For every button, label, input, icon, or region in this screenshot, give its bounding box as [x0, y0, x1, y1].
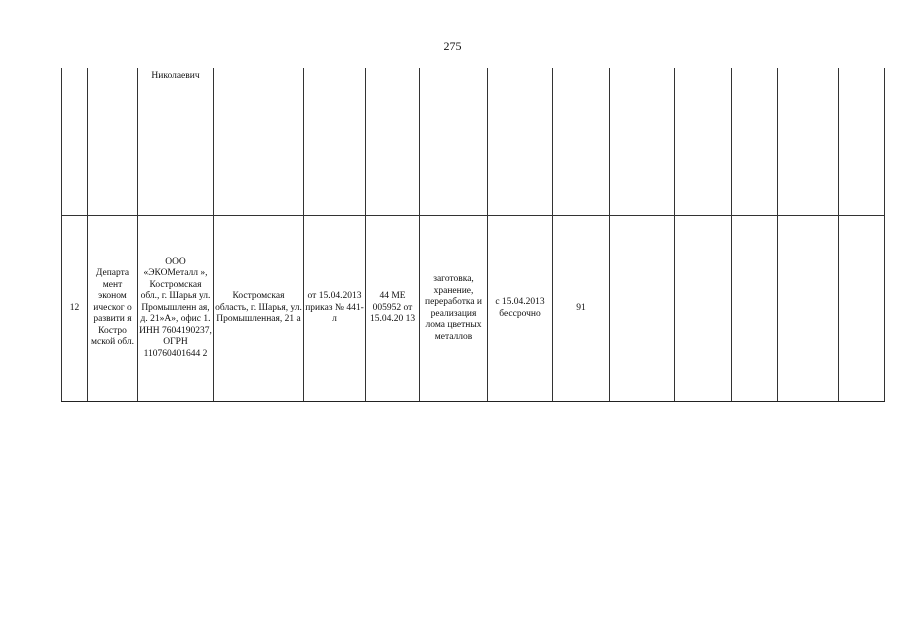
- cell-authority: [88, 68, 138, 216]
- cell-license-number: [366, 68, 420, 216]
- cell-number: [62, 68, 88, 216]
- cell-empty: [839, 68, 885, 216]
- page-number: 275: [443, 39, 462, 53]
- cell-authority: Департа мент эконом ическог о развити я Костро мской обл.: [88, 216, 138, 402]
- cell-number: 12: [62, 216, 88, 402]
- table-row-continuation: [62, 68, 885, 216]
- cell-licensee: Николаевич: [138, 68, 214, 216]
- cell-empty: [778, 68, 839, 216]
- cell-empty: [839, 216, 885, 402]
- cell-activity: заготовка, хранение, переработка и реализация лома цветных металлов: [420, 216, 488, 402]
- cell-licensee: ООО «ЭКОМеталл », Костромская обл., г. Шарья ул. Промышленн ая, д. 21»А», офис 1. ИНН 7604190237, ОГРН 110760401644 2: [138, 216, 214, 402]
- cell-empty: [610, 68, 675, 216]
- cell-empty: [732, 68, 778, 216]
- cell-empty: [778, 216, 839, 402]
- cell-code: [553, 68, 610, 216]
- cell-order: от 15.04.2013 приказ № 441-л: [304, 216, 366, 402]
- cell-empty: [610, 216, 675, 402]
- cell-order: [304, 68, 366, 216]
- cell-validity: с 15.04.2013 бессрочно: [488, 216, 553, 402]
- cell-empty: [675, 68, 732, 216]
- cell-validity: [488, 68, 553, 216]
- cell-license-number: 44 МЕ 005952 от 15.04.20 13: [366, 216, 420, 402]
- cell-address: [214, 68, 304, 216]
- cell-empty: [732, 216, 778, 402]
- cell-address: Костромская область, г. Шарья, ул. Промышленная, 21 а: [214, 216, 304, 402]
- table-row: [62, 216, 885, 402]
- cell-empty: [675, 216, 732, 402]
- cell-code: 91: [553, 216, 610, 402]
- license-registry-table: [61, 68, 885, 402]
- cell-activity: [420, 68, 488, 216]
